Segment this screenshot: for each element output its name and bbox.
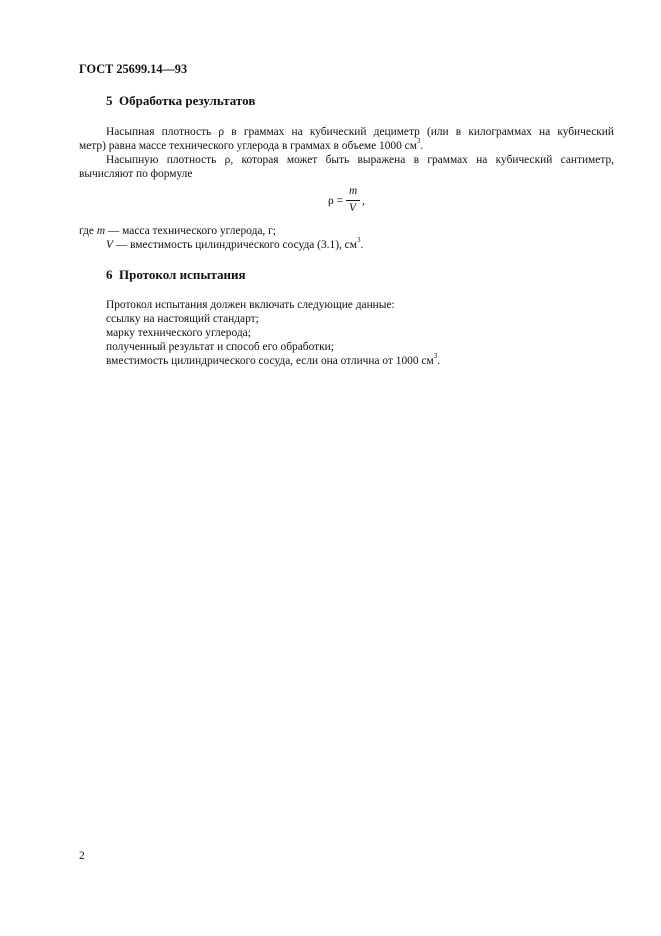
list-item: полученный результат и способ его обработки; bbox=[106, 341, 334, 353]
where-m-variable: m bbox=[96, 225, 106, 237]
list-item-period: . bbox=[437, 355, 441, 367]
where-m-text: — масса технического углерода, г; bbox=[107, 225, 276, 237]
list-item-superscript: 3 bbox=[433, 352, 438, 361]
formula-comma: , bbox=[362, 195, 365, 207]
section-6-intro: Протокол испытания должен включать следующие данные: bbox=[106, 299, 395, 311]
formula-lhs: ρ = bbox=[328, 195, 343, 207]
formula-numerator: m bbox=[349, 185, 358, 197]
section-5-p1-line1: Насыпная плотность ρ в граммах на кубический дециметр (или в килограммах на кубический bbox=[106, 126, 614, 138]
list-item-last-text: вместимость цилиндрического сосуда, если она отлична от 1000 см bbox=[106, 355, 434, 367]
where-v-superscript: 3 bbox=[356, 236, 361, 245]
p1-line2-text: метр) равна массе технического углерода в граммах в объеме 1000 см bbox=[79, 140, 417, 152]
where-v-variable: V bbox=[106, 239, 113, 251]
section-6-heading bbox=[106, 268, 246, 282]
section-5-p2-line1: Насыпную плотность ρ, которая может быть выражена в граммах на кубический сантиметр, bbox=[106, 154, 614, 166]
where-v-text: — вместимость цилиндрического сосуда (3.1), см bbox=[115, 239, 357, 251]
list-item: марку технического углерода; bbox=[106, 327, 251, 339]
section-6-title: Протокол испытания bbox=[119, 267, 246, 282]
section-6-number: 6 bbox=[106, 267, 113, 282]
section-5-number: 5 bbox=[106, 93, 113, 108]
list-item-last bbox=[106, 354, 440, 368]
p1-line2-period: . bbox=[420, 140, 424, 152]
section-5-title: Обработка результатов bbox=[119, 93, 256, 108]
list-item: ссылку на настоящий стандарт; bbox=[106, 313, 259, 325]
where-prefix: где bbox=[79, 225, 94, 237]
page-number: 2 bbox=[79, 850, 85, 862]
where-m-definition bbox=[79, 224, 276, 238]
density-formula bbox=[328, 186, 368, 216]
where-v-definition bbox=[106, 238, 363, 252]
where-v-period: . bbox=[360, 239, 364, 251]
section-5-p1-line2 bbox=[79, 139, 423, 153]
document-header: ГОСТ 25699.14—93 bbox=[79, 62, 188, 76]
p1-superscript: 3 bbox=[416, 137, 421, 146]
section-5-p2-line2: вычисляют по формуле bbox=[79, 168, 193, 180]
section-5-heading bbox=[106, 94, 255, 108]
formula-denominator: V bbox=[349, 202, 356, 214]
